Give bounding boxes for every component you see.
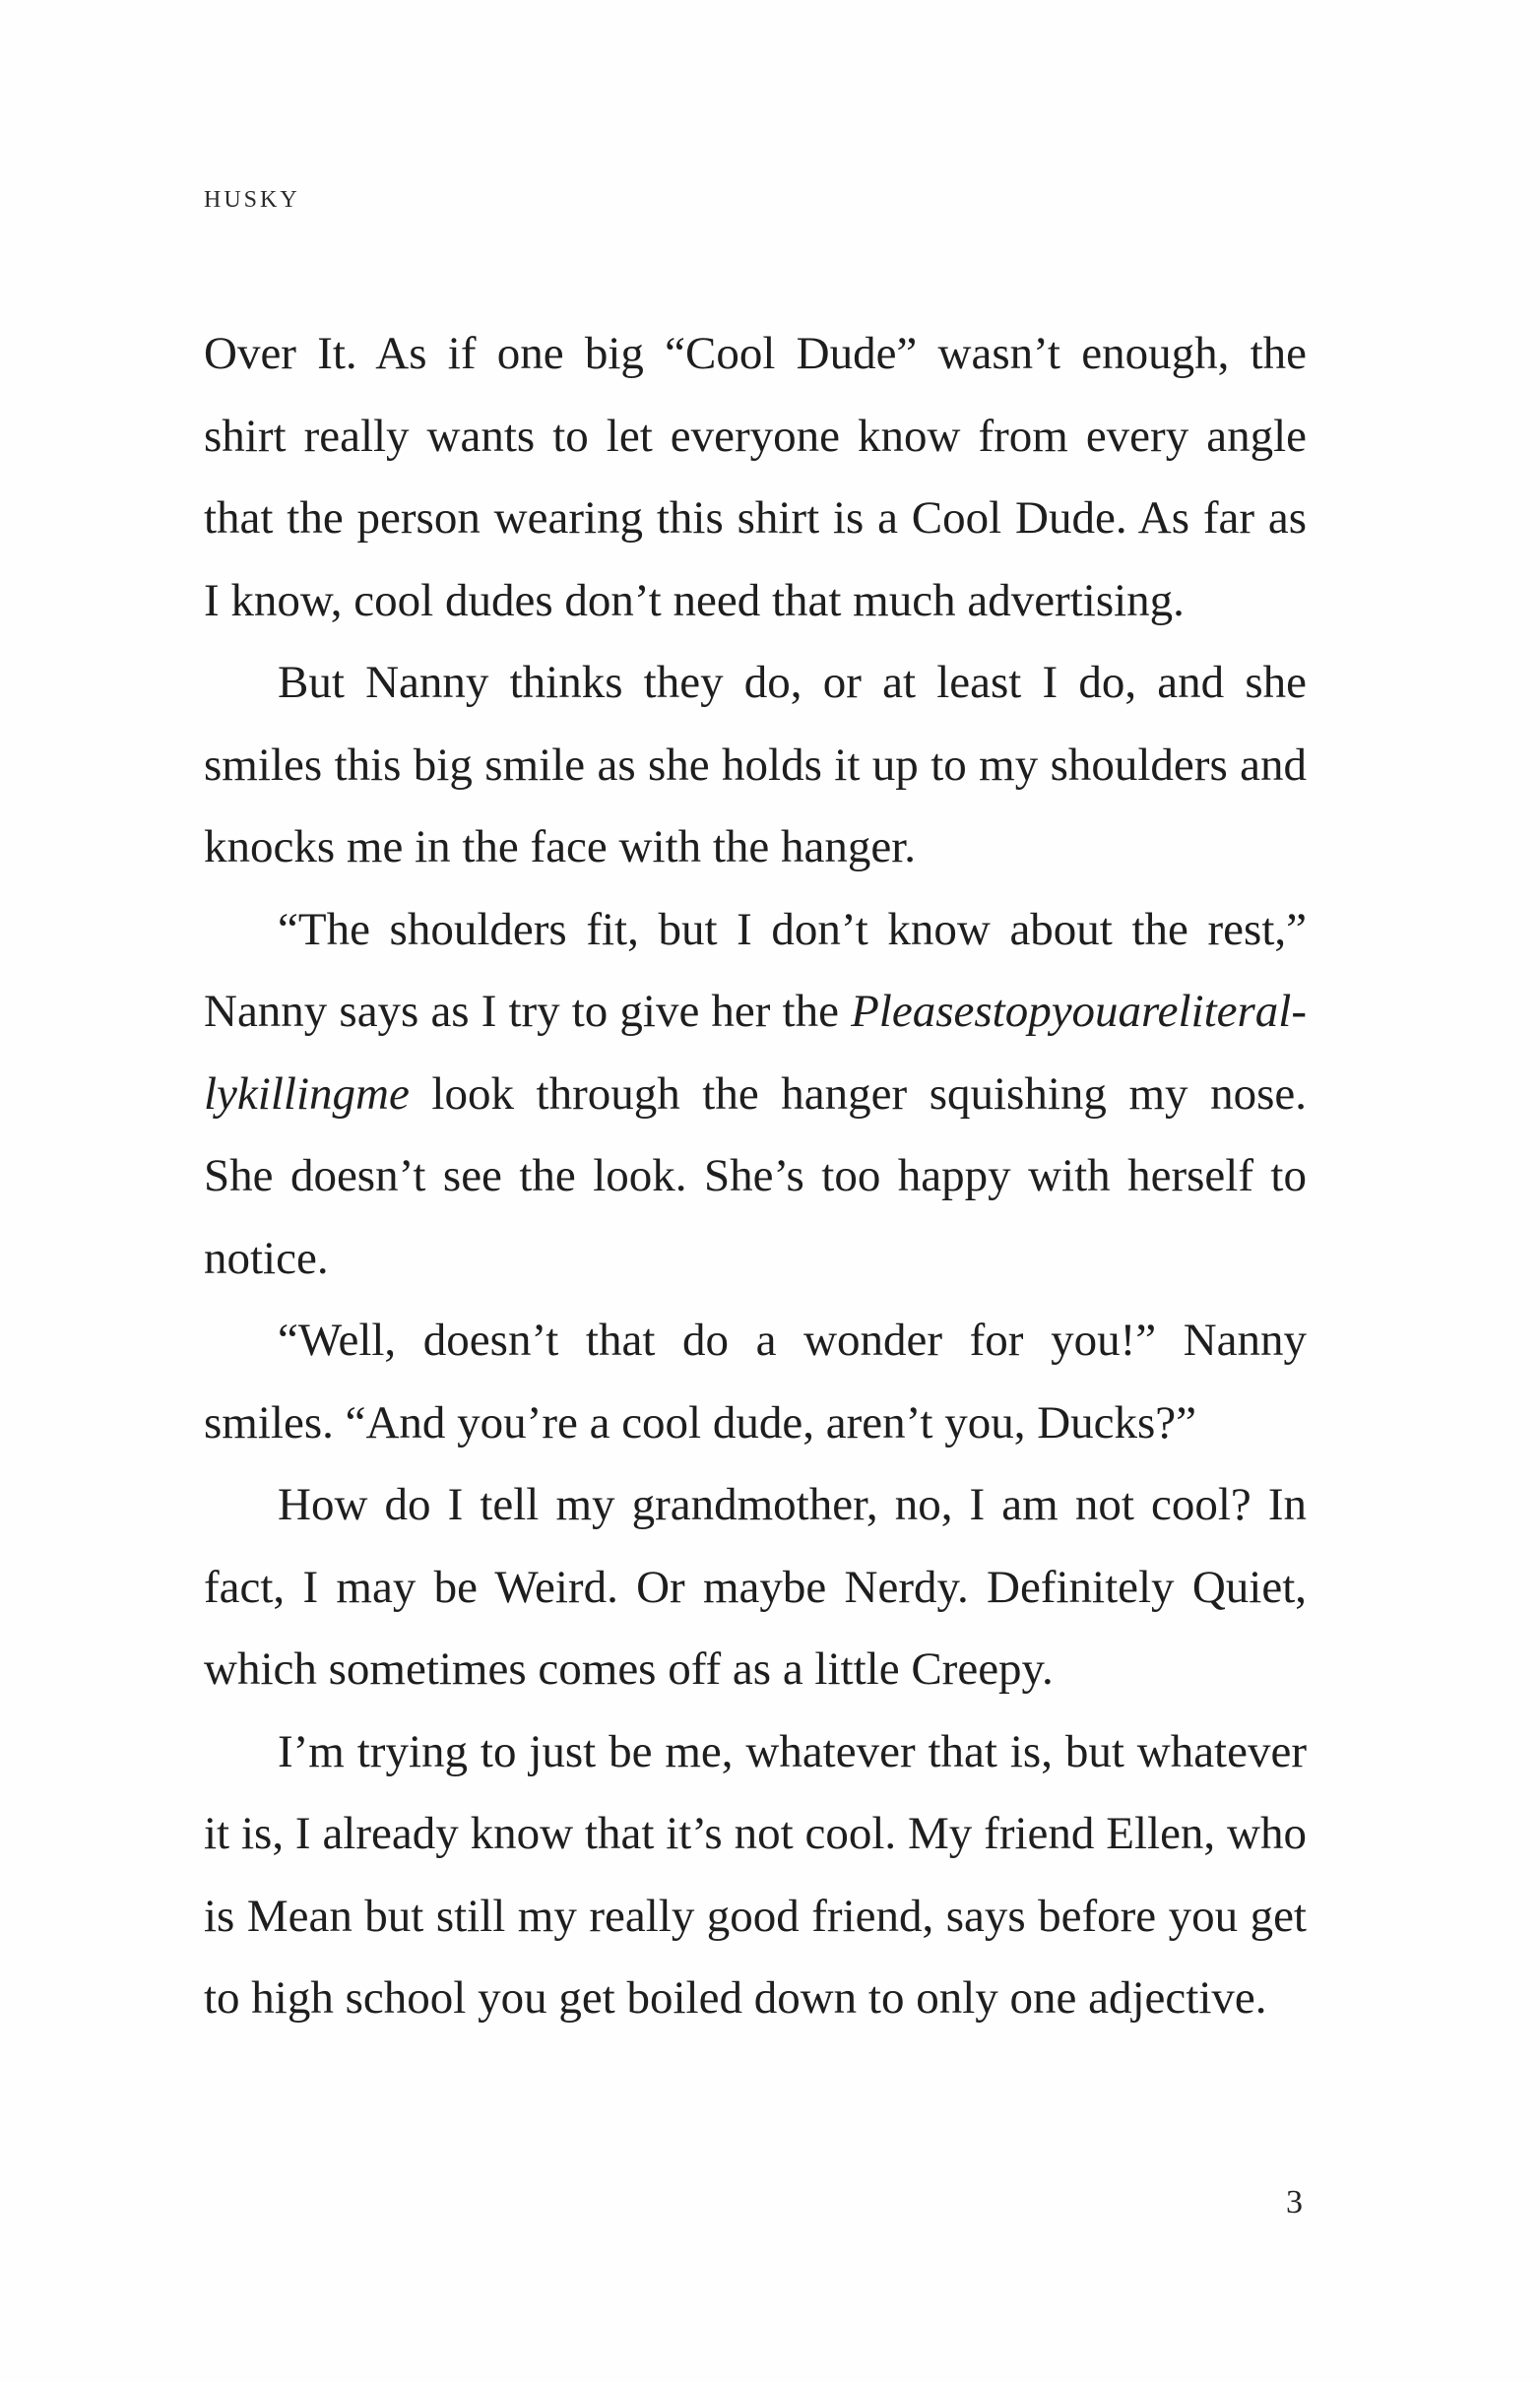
paragraph-text: “Well, doesn’t that do a wonder for you!” Nanny smiles. “And you’re a cool dude, aren’t you, Ducks?” (204, 1315, 1307, 1449)
body-text (204, 313, 1307, 2040)
paragraph-1 (204, 313, 1307, 642)
paragraph-text: I’m trying to just be me, whatever that is, but whatever it is, I already know that it’s not cool. My friend Ellen, who is Mean but still my really good friend, says before you get to high school you get boiled down to only one adjective. (204, 1725, 1307, 2024)
page-number: 3 (1286, 2184, 1303, 2221)
paragraph-text: How do I tell my grandmother, no, I am not cool? In fact, I may be Weird. Or maybe Nerdy. Definitely Quiet, which sometimes comes off as a little Creepy. (204, 1479, 1307, 1695)
paragraph-4 (204, 1300, 1307, 1464)
paragraph-text: look through the hanger squishing my nose. She doesn’t see the look. She’s too happy with herself to notice. (204, 1067, 1307, 1284)
paragraph-text: Over It. As if one big “Cool Dude” wasn’t enough, the shirt really wants to let everyone know from every angle that the person wearing this shirt is a Cool Dude. As far as I know, cool dudes don’t need that much advertising. (204, 328, 1307, 626)
paragraph-5 (204, 1464, 1307, 1711)
italic-thought: Pleasestopyouareliterallykillingme (204, 986, 1307, 1120)
paragraph-text: But Nanny thinks they do, or at least I do, and she smiles this big smile as she holds it up to my shoulders and knocks me in the face with the hanger. (204, 657, 1307, 872)
paragraph-3 (204, 889, 1307, 1301)
paragraph-2 (204, 642, 1307, 889)
running-head: HUSKY (204, 187, 300, 213)
paragraph-text: “The shoulders fit, but I don’t know about the rest,” Nanny says as I try to give her the (204, 903, 1307, 1037)
paragraph-6 (204, 1711, 1307, 2040)
